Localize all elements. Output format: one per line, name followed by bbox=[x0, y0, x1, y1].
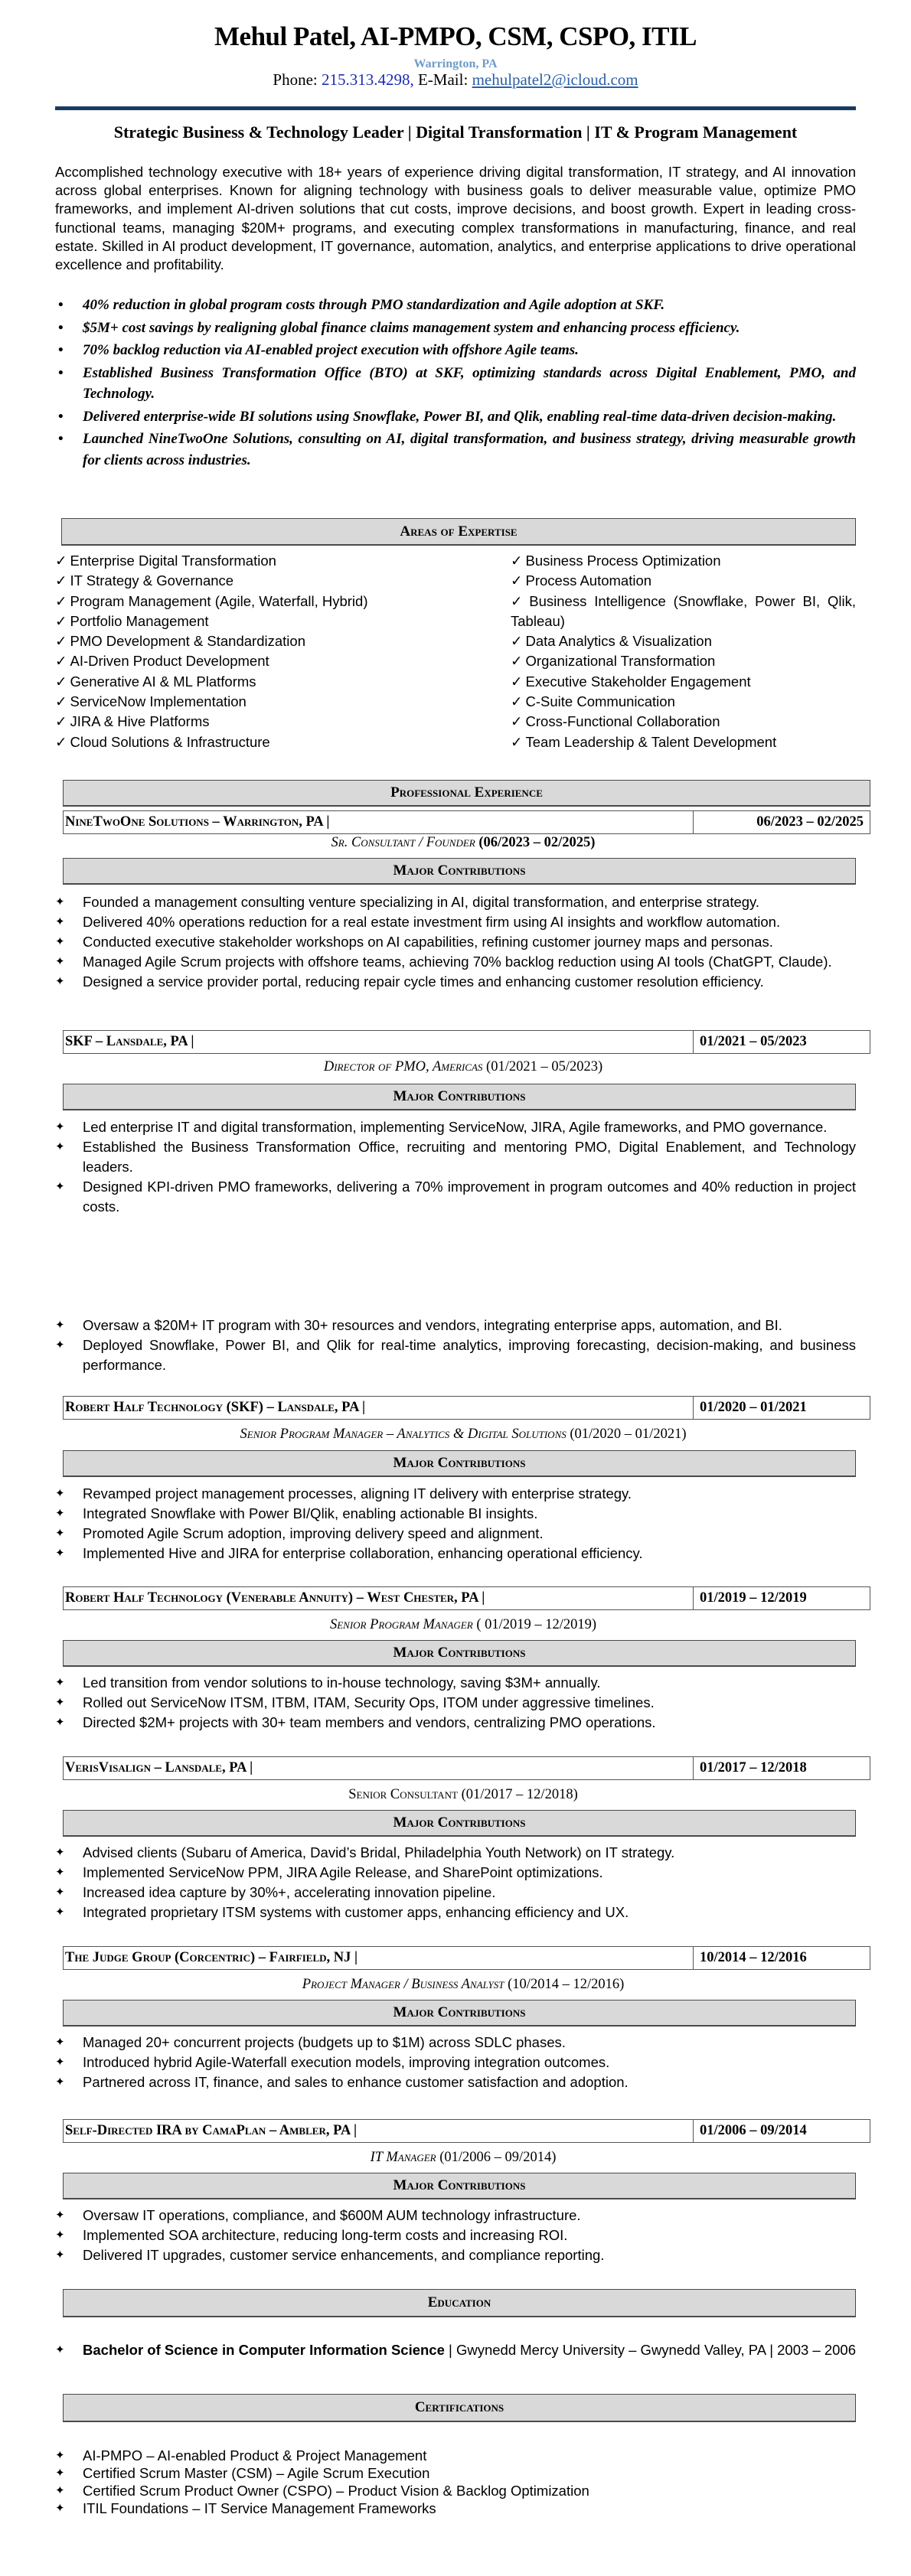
expertise-item: ✓ PMO Development & Standardization bbox=[55, 633, 305, 650]
role-name: Senior Program Manager – Analytics & Digital Solutions bbox=[240, 1427, 567, 1442]
expertise-item: ✓ AI-Driven Product Development bbox=[55, 653, 269, 670]
check-icon: ✓ bbox=[55, 713, 67, 730]
expertise-item: ✓ C-Suite Communication bbox=[511, 693, 675, 710]
certification-item: ✦ Certified Scrum Master (CSM) – Agile Scrum Execution bbox=[55, 2464, 856, 2482]
company-name: VerisVisalign – Lansdale, PA | bbox=[64, 1757, 694, 1779]
phone-label: Phone: bbox=[273, 70, 322, 89]
check-icon: ✓ bbox=[511, 713, 523, 730]
summary-paragraph: Accomplished technology executive with 18+ years of experience driving digital transformation, IT strategy, and AI innovation across global enterprises. Known for aligning technology with business goals to deliver measurable value, optimize PMO frameworks, and implement AI-driven solutions that cut costs, improve decisions, and boost growth. Expert in leading cross-functional teams, managing $20M+ programs, and executing complex transformations in manufacturing, finance, and real estate. Skilled in AI product development, IT governance, automation, analytics, and enterprise applications to drive operational excellence and profitability. bbox=[55, 164, 856, 273]
education-entry bbox=[55, 2340, 856, 2360]
contribution-item: ✦ Implemented Hive and JIRA for enterprise collaboration, enhancing operational efficiency. bbox=[55, 1544, 856, 1564]
role-name: Senior Program Manager bbox=[329, 1617, 473, 1632]
job-contributions bbox=[55, 892, 856, 992]
employment-dates: 01/2020 – 01/2021 bbox=[700, 1400, 807, 1415]
employment-dates: 01/2006 – 09/2014 bbox=[700, 2123, 807, 2138]
contributions-header: Major Contributions bbox=[63, 1450, 856, 1477]
role-name: Director of PMO, Americas bbox=[323, 1059, 483, 1074]
section-header-expertise: Areas of Expertise bbox=[61, 518, 856, 546]
job-contributions bbox=[55, 2033, 856, 2092]
contribution-item: ✦ Partnered across IT, finance, and sales to enhance customer satisfaction and adoption. bbox=[55, 2072, 856, 2092]
contribution-item: ✦ Oversaw a $20M+ IT program with 30+ resources and vendors, integrating enterprise apps, automation, and BI. bbox=[55, 1316, 856, 1335]
check-icon: ✓ bbox=[55, 693, 67, 710]
expertise-item: ✓ ServiceNow Implementation bbox=[55, 693, 247, 710]
job-title bbox=[55, 1617, 871, 1633]
contribution-item: ✦ Established the Business Transformation Office, recruiting and mentoring PMO, Digital Enablement, and Technology leaders. bbox=[55, 1137, 856, 1177]
employment-dates: 01/2019 – 12/2019 bbox=[700, 1590, 807, 1606]
email-link[interactable]: mehulpatel2@icloud.com bbox=[472, 70, 638, 89]
certification-item: ✦ Certified Scrum Product Owner (CSPO) – Product Vision & Backlog Optimization bbox=[55, 2482, 856, 2499]
job-header-ninetwoone bbox=[63, 810, 870, 834]
expertise-item: ✓ Portfolio Management bbox=[55, 612, 209, 629]
email-label: E-Mail: bbox=[413, 70, 472, 89]
job-title bbox=[55, 1977, 871, 1993]
degree: Bachelor of Science in Computer Information Science bbox=[83, 2342, 445, 2358]
job-contributions bbox=[55, 1484, 856, 1564]
contribution-item: ✦ Oversaw IT operations, compliance, and $600M AUM technology infrastructure. bbox=[55, 2206, 856, 2225]
expertise-item: ✓ Data Analytics & Visualization bbox=[511, 633, 712, 650]
check-icon: ✓ bbox=[55, 733, 67, 750]
contribution-item: ✦ Designed KPI-driven PMO frameworks, delivering a 70% improvement in program outcomes and 40% reduction in project costs. bbox=[55, 1177, 856, 1217]
employment-dates: 01/2021 – 05/2023 bbox=[700, 1034, 807, 1049]
job-title bbox=[55, 1787, 871, 1803]
job-header-skf bbox=[63, 1030, 870, 1054]
check-icon: ✓ bbox=[511, 633, 523, 650]
check-icon: ✓ bbox=[55, 653, 67, 670]
expertise-item: ✓ Generative AI & ML Platforms bbox=[55, 673, 256, 690]
contributions-header: Major Contributions bbox=[63, 2000, 856, 2027]
contact-line bbox=[0, 70, 911, 90]
education-item bbox=[55, 2340, 856, 2360]
role-name: IT Manager bbox=[370, 2150, 436, 2165]
company-name: Self-Directed IRA by CamaPlan – Ambler, PA | bbox=[64, 2120, 694, 2142]
job-title bbox=[55, 835, 871, 851]
highlight-item: • $5M+ cost savings by realigning global finance claims management system and enhancing process efficiency. bbox=[55, 318, 856, 339]
contributions-header: Major Contributions bbox=[63, 1084, 856, 1110]
check-icon: ✓ bbox=[55, 553, 67, 569]
role-name: Project Manager / Business Analyst bbox=[302, 1977, 504, 1992]
role-dates: (01/2020 – 01/2021) bbox=[570, 1427, 687, 1442]
check-icon: ✓ bbox=[511, 733, 523, 750]
role-name: Sr. Consultant / Founder bbox=[331, 835, 475, 850]
contribution-item: ✦ Rolled out ServiceNow ITSM, ITBM, ITAM, Security Ops, ITOM under aggressive timelines. bbox=[55, 1693, 856, 1713]
job-contributions bbox=[55, 2206, 856, 2265]
highlight-item: • Launched NineTwoOne Solutions, consulting on AI, digital transformation, and business strategy, driving measurable growth for clients across industries. bbox=[55, 429, 856, 471]
employment-dates: 01/2017 – 12/2018 bbox=[700, 1760, 807, 1775]
expertise-grid bbox=[55, 551, 856, 752]
contributions-header: Major Contributions bbox=[63, 2173, 856, 2199]
company-name: The Judge Group (Corcentric) – Fairfield, NJ | bbox=[64, 1947, 694, 1969]
expertise-item: ✓ IT Strategy & Governance bbox=[55, 572, 234, 589]
job-contributions bbox=[55, 1843, 856, 1922]
job-title bbox=[55, 2150, 871, 2166]
contribution-item: ✦ Led transition from vendor solutions to in-house technology, saving $3M+ annually. bbox=[55, 1673, 856, 1693]
job-contributions-continued bbox=[55, 1316, 856, 1375]
check-icon: ✓ bbox=[511, 653, 523, 670]
company-name: SKF – Lansdale, PA | bbox=[64, 1031, 694, 1053]
check-icon: ✓ bbox=[55, 633, 67, 650]
check-icon: ✓ bbox=[55, 592, 67, 609]
highlight-item: • 40% reduction in global program costs through PMO standardization and Agile adoption at SKF. bbox=[55, 295, 856, 316]
contribution-item: ✦ Advised clients (Subaru of America, David’s Bridal, Philadelphia Youth Network) on IT strategy. bbox=[55, 1843, 856, 1863]
check-icon: ✓ bbox=[55, 572, 67, 589]
certification-list bbox=[55, 2447, 856, 2517]
phone-number[interactable]: 215.313.4298, bbox=[321, 70, 414, 89]
expertise-item: ✓ Business Process Optimization bbox=[511, 553, 721, 569]
candidate-location: Warrington, PA bbox=[413, 57, 498, 70]
contribution-item: ✦ Conducted executive stakeholder workshops on AI capabilities, refining customer journey maps and personas. bbox=[55, 932, 856, 952]
company-name: NineTwoOne Solutions – Warrington, PA | bbox=[64, 811, 694, 833]
employment-dates: 10/2014 – 12/2016 bbox=[700, 1950, 807, 1965]
contribution-item: ✦ Integrated Snowflake with Power BI/Qlik, enabling actionable BI insights. bbox=[55, 1504, 856, 1524]
check-icon: ✓ bbox=[511, 572, 523, 589]
check-icon: ✓ bbox=[511, 592, 527, 609]
school-details: | Gwynedd Mercy University – Gwynedd Valley, PA | 2003 – 2006 bbox=[444, 2342, 857, 2358]
check-icon: ✓ bbox=[511, 673, 523, 690]
job-header-roberthalf-venerable bbox=[63, 1586, 870, 1610]
contributions-header: Major Contributions bbox=[63, 1640, 856, 1667]
check-icon: ✓ bbox=[511, 693, 523, 710]
contributions-header: Major Contributions bbox=[63, 858, 856, 885]
contribution-item: ✦ Managed 20+ concurrent projects (budgets up to $1M) across SDLC phases. bbox=[55, 2033, 856, 2053]
certification-item: ✦ ITIL Foundations – IT Service Management Frameworks bbox=[55, 2499, 856, 2517]
contribution-item: ✦ Implemented ServiceNow PPM, JIRA Agile Release, and SharePoint optimizations. bbox=[55, 1863, 856, 1883]
expertise-item: ✓ Enterprise Digital Transformation bbox=[55, 553, 276, 569]
expertise-item: ✓ JIRA & Hive Platforms bbox=[55, 713, 210, 730]
professional-headline: Strategic Business & Technology Leader | Digital Transformation | IT & Program Management bbox=[113, 122, 798, 142]
job-header-camaplan bbox=[63, 2119, 870, 2143]
section-header-education: Education bbox=[63, 2289, 856, 2317]
contribution-item: ✦ Founded a management consulting venture specializing in AI, digital transformation, and enterprise strategy. bbox=[55, 892, 856, 912]
expertise-item: ✓ Cross-Functional Collaboration bbox=[511, 713, 720, 730]
role-dates: (01/2017 – 12/2018) bbox=[461, 1787, 578, 1802]
highlight-item: • Delivered enterprise-wide BI solutions using Snowflake, Power BI, and Qlik, enabling real-time data-driven decision-making. bbox=[55, 406, 856, 428]
check-icon: ✓ bbox=[55, 612, 67, 629]
expertise-item: ✓ Team Leadership & Talent Development bbox=[511, 733, 777, 750]
contribution-item: ✦ Managed Agile Scrum projects with offshore teams, achieving 70% backlog reduction using AI tools (ChatGPT, Claude). bbox=[55, 952, 856, 972]
company-name: Robert Half Technology (SKF) – Lansdale, PA | bbox=[64, 1397, 694, 1419]
role-dates: (10/2014 – 12/2016) bbox=[508, 1977, 625, 1992]
expertise-item: ✓ Process Automation bbox=[511, 572, 652, 589]
contributions-header: Major Contributions bbox=[63, 1810, 856, 1837]
contribution-item: ✦ Integrated proprietary ITSM systems with customer apps, enhancing efficiency and UX. bbox=[55, 1903, 856, 1922]
job-header-verisvisalign bbox=[63, 1756, 870, 1780]
role-dates: (06/2023 – 02/2025) bbox=[478, 835, 596, 850]
candidate-name: Mehul Patel, AI-PMPO, CSM, CSPO, ITIL bbox=[214, 21, 697, 51]
career-highlights bbox=[55, 295, 856, 472]
job-title bbox=[55, 1059, 871, 1075]
expertise-item: ✓ Executive Stakeholder Engagement bbox=[511, 673, 751, 690]
employment-dates: 06/2023 – 02/2025 bbox=[756, 814, 864, 830]
certification-item: ✦ AI-PMPO – AI-enabled Product & Project Management bbox=[55, 2447, 856, 2464]
role-dates: (01/2021 – 05/2023) bbox=[486, 1059, 603, 1074]
contribution-item: ✦ Directed $2M+ projects with 30+ team members and vendors, centralizing PMO operations. bbox=[55, 1713, 856, 1733]
job-header-roberthalf-skf bbox=[63, 1396, 870, 1420]
company-name: Robert Half Technology (Venerable Annuity) – West Chester, PA | bbox=[64, 1587, 694, 1609]
expertise-item: ✓ Organizational Transformation bbox=[511, 653, 716, 670]
check-icon: ✓ bbox=[511, 553, 523, 569]
check-icon: ✓ bbox=[55, 673, 67, 690]
role-dates: (01/2006 – 09/2014) bbox=[439, 2150, 557, 2165]
job-contributions bbox=[55, 1673, 856, 1733]
role-dates: ( 01/2019 – 12/2019) bbox=[476, 1617, 597, 1632]
expertise-item: ✓ Cloud Solutions & Infrastructure bbox=[55, 733, 270, 750]
contribution-item: ✦ Introduced hybrid Agile-Waterfall execution models, improving integration outcomes. bbox=[55, 2053, 856, 2072]
contribution-item: ✦ Deployed Snowflake, Power BI, and Qlik for real-time analytics, improving forecasting, decision-making, and business performance. bbox=[55, 1335, 856, 1375]
job-header-judge-group bbox=[63, 1946, 870, 1970]
section-header-certifications: Certifications bbox=[63, 2394, 856, 2422]
contribution-item: ✦ Revamped project management processes, aligning IT delivery with enterprise strategy. bbox=[55, 1484, 856, 1504]
header-divider bbox=[55, 106, 856, 110]
highlight-item: • 70% backlog reduction via AI-enabled project execution with offshore Agile teams. bbox=[55, 340, 856, 361]
job-contributions bbox=[55, 1117, 856, 1217]
contribution-item: ✦ Increased idea capture by 30%+, accelerating innovation pipeline. bbox=[55, 1883, 856, 1903]
expertise-item: ✓ Business Intelligence (Snowflake, Power BI, Qlik, Tableau) bbox=[511, 592, 856, 629]
expertise-column-left bbox=[55, 551, 511, 752]
contribution-item: ✦ Delivered 40% operations reduction for a real estate investment firm using AI insights and workflow automation. bbox=[55, 912, 856, 932]
section-header-experience: Professional Experience bbox=[63, 780, 870, 807]
role-name: Senior Consultant bbox=[348, 1787, 458, 1802]
contribution-item: ✦ Delivered IT upgrades, customer service enhancements, and compliance reporting. bbox=[55, 2245, 856, 2265]
highlight-item: • Established Business Transformation Office (BTO) at SKF, optimizing standards across Digital Enablement, PMO, and Technology. bbox=[55, 363, 856, 405]
contribution-item: ✦ Designed a service provider portal, reducing repair cycle times and enhancing customer resolution efficiency. bbox=[55, 972, 856, 992]
expertise-item: ✓ Program Management (Agile, Waterfall, Hybrid) bbox=[55, 592, 368, 609]
contribution-item: ✦ Led enterprise IT and digital transformation, implementing ServiceNow, JIRA, Agile frameworks, and PMO governance. bbox=[55, 1117, 856, 1137]
expertise-column-right bbox=[511, 551, 856, 752]
contribution-item: ✦ Implemented SOA architecture, reducing long-term costs and increasing ROI. bbox=[55, 2225, 856, 2245]
job-title bbox=[55, 1427, 871, 1443]
contribution-item: ✦ Promoted Agile Scrum adoption, improving delivery speed and alignment. bbox=[55, 1524, 856, 1544]
